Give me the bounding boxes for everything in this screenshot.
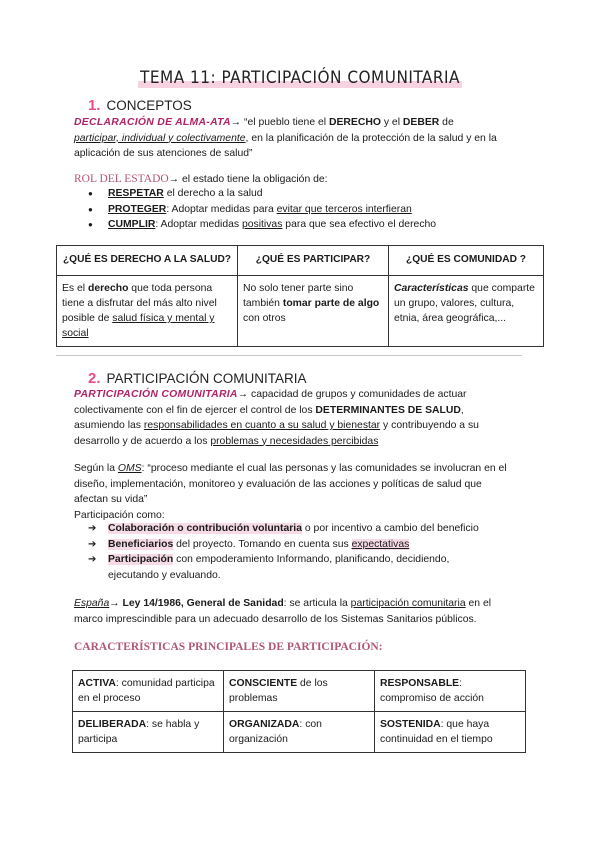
table-header: ¿QUÉ ES PARTICIPAR? [238, 246, 389, 276]
table-cell: ACTIVA: comunidad participa en el proceso [73, 671, 224, 712]
concepts-table [56, 245, 544, 347]
participacion-definition: PARTICIPACIÓN COMUNITARIA→ capacidad de grupos y comunidades de actuar colectivamente con el fin de ejercer el control de los DETERMINANTES DE SALUD, asumiendo las responsabilidades en cuanto a su salud y bienestar y contribuyendo a su desarrollo y de acuerdo a los problemas y necesidades percibidas [74, 389, 479, 447]
list-item: ● PROTEGER: Adoptar medidas para evitar que terceros interfieran [74, 202, 544, 218]
list-item: ● RESPETAR el derecho a la salud [74, 186, 544, 202]
rol-estado: ROL DEL ESTADO→ el estado tiene la obligación de: [74, 173, 328, 185]
table-cell: ORGANIZADA: con organización [224, 712, 375, 753]
table-cell: RESPONSABLE: compromiso de acción [375, 671, 526, 712]
list-item: ➔ Participación con empoderamiento Informando, planificando, decidiendo, ejecutando y evaluando. [74, 552, 544, 583]
list-item: ➔ Beneficiarios del proyecto. Tomando en cuenta sus expectativas [74, 537, 544, 553]
oms-paragraph: Según la OMS: “proceso mediante el cual las personas y las comunidades se involucran en el diseño, implementación, monitoreo y evaluación de las acciones y políticas de salud que afectan su vida” Participación como: [74, 463, 507, 521]
table-cell: CONSCIENTE de los problemas [224, 671, 375, 712]
list-item: ● CUMPLIR: Adoptar medidas positivas para que sea efectivo el derecho [74, 217, 544, 233]
table-header: ¿QUÉ ES DERECHO A LA SALUD? [57, 246, 238, 276]
table-cell: SOSTENIDA: que haya continuidad en el tiempo [375, 712, 526, 753]
table-cell: No solo tener parte sino también tomar parte de algo con otros [238, 276, 389, 347]
list-item: ➔ Colaboración o contribución voluntaria o por incentivo a cambio del beneficio [74, 521, 544, 537]
characteristics-heading: CARACTERÍSTICAS PRINCIPALES DE PARTICIPACIÓN: [74, 641, 383, 653]
page-title: TEMA 11: PARTICIPACIÓN COMUNITARIA [140, 68, 460, 88]
table-cell: Características que comparte un grupo, valores, cultura, etnia, área geográfica,... [389, 276, 544, 347]
table-header: ¿QUÉ ES COMUNIDAD ? [389, 246, 544, 276]
section1-heading: 1. CONCEPTOS [88, 97, 192, 114]
rol-bullets [74, 186, 544, 233]
espana-paragraph: España→ Ley 14/1986, General de Sanidad: se articula la participación comunitaria en el marco imprescindible para un adecuado desarrollo de los Sistemas Sanitarios públicos. [74, 598, 492, 625]
table-cell: DELIBERADA: se habla y participa [73, 712, 224, 753]
participation-arrows [74, 521, 544, 583]
divider [56, 355, 522, 356]
characteristics-table [72, 670, 526, 753]
section2-heading: 2. PARTICIPACIÓN COMUNITARIA [88, 370, 307, 387]
table-cell: Es el derecho que toda persona tiene a disfrutar del más alto nivel posible de salud física y mental y social [57, 276, 238, 347]
alma-ata-paragraph: DECLARACIÓN DE ALMA-ATA→ “el pueblo tiene el DERECHO y el DEBER de participar, individual y colectivamente, en la planificación de la protección de la salud y en la aplicación de sus atenciones de salud” [74, 117, 497, 159]
